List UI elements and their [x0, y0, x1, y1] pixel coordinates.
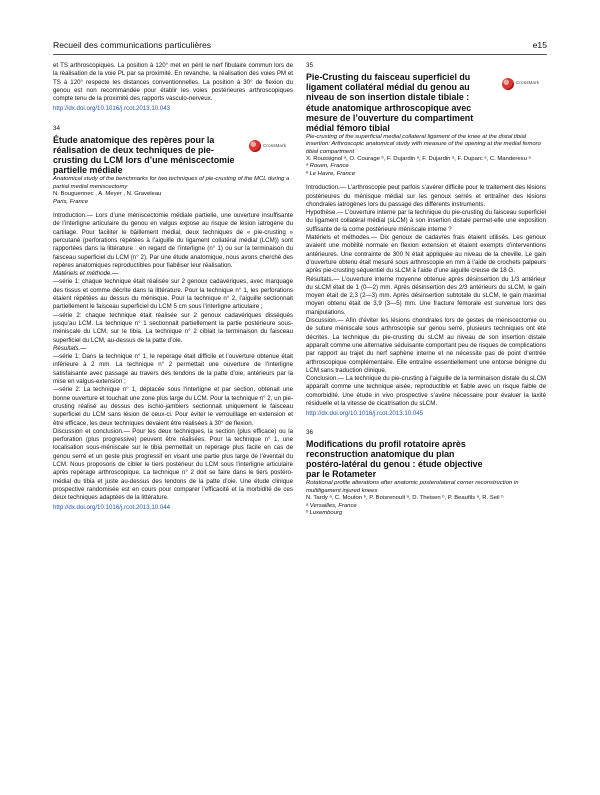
discussion-paragraph: Discussion.— Afin d’éviter les lésions chondrales lors de gestes de méniscectomie ou de suture méniscale sous arthroscopie sur genou serré, plusieurs techniques ont été décrites. La technique du pie-crusting du sLCM au niveau de son insertion distale apparaît comme une alternative séduisante comportant peu de risques de complications par rapport au trajet du nerf saphène interne et ne nécessite pas de point d’entrée arthroscopique complémentaire. Elle entraîne essentiellement une entorse bénigne du LCM sans traduction clinique.: [306, 317, 546, 374]
doi-link-044[interactable]: http://dx.doi.org/10.1016/j.rcot.2013.10.044: [53, 504, 171, 512]
article-title: Modifications du profil rotatoire après reconstruction anatomique du plan postéro-latéral du genou : étude objective par le Rotameter: [306, 438, 483, 480]
crossmark-logo[interactable]: [502, 76, 546, 91]
article-subtitle: Pie-crusting of the superficial medial collateral ligament of the knee at the distal tibial insertion: Arthroscopic anatomical study with measure of the opening at the medial femoro tibial compartment: [306, 133, 541, 155]
crossmark-text: CrossMark: [263, 143, 287, 149]
results2-paragraph: —série 2: La technique n° 1, déplacée sous l’interligne et par section, obtenait une bonne ouverture et touchait une zone plus large du LCM. Pour la technique n° 2, un pie-crusting réalisé au dessus des ischio-jambiers sectionnait uniquement le faisceau superficiel du LCM sans lésion de ceux-ci. Pour éviter le verrouillage en extension et être efficace, les deux techniques devaient être réalisées à 30° de flexion.: [53, 386, 293, 427]
running-header: [53, 40, 547, 54]
article-affiliation-a: ᵃ Versailles, France: [306, 502, 357, 509]
methods-label: Matériels et méthode.—: [53, 270, 119, 278]
doi-link-045[interactable]: http://dx.doi.org/10.1016/j.rcot.2013.10.045: [306, 410, 424, 418]
discussion-paragraph: Discussion et conclusion.— Pour les deux techniques, la section (plus efficace) ou la perforation (plus progressive) peuvent être réalisées. Pour la technique n° 1, une localisation sous-méniscale sur le tibia permettait un repérage plus facile en cas de genou serré et un geste plus progressif en visant une partie plus large de l’éventail du LCM. Nous proposons de cibler le tiers postérieur du LCM sous l’interligne articulaire après repérage arthroscopique. La technique n° 2 doit se faire dans le tiers postéro-médial du tibia et juste au-dessus des tendons de la patte d’oie. Une étude clinique prospective randomisée est en cours pour comparer l’efficacité et la morbidité de ces deux techniques adaptées de la littérature.: [53, 427, 293, 502]
intro-paragraph: Introduction.— L’arthroscopie peut parfois s’avérer difficile pour le traitement des lésions postérieures du ménisque médial sur les genoux serrés et entraîner des lésions chondrales iatrogènes lors du passage des différents instruments.: [306, 184, 546, 208]
article-affiliation-a: ᵃ Rouen, France: [306, 163, 349, 170]
hypothesis-paragraph: Hypothèse.— L’ouverture interne par la technique du pie-crusting du faisceau superficiel du ligament collatéral médial (sLCM) à son insertion distale permet-elle une exposition suffisante de la corne postérieure méniscale interne ?: [306, 209, 546, 233]
article-number: 34: [53, 124, 61, 132]
journal-title: Recueil des communications particulières: [53, 40, 212, 50]
article-36: [306, 429, 546, 518]
article-subtitle: Anatomical study of the benchmarks for two techniques of pie-crusting of the MCL during a partial medial meniscectomy: [53, 176, 290, 190]
crossmark-icon: [502, 78, 514, 90]
series1-paragraph: —série 1: chaque technique était réalisée sur 2 genoux cadavériques, avec marquage des tissus et comme décrite dans la littérature. Pour la technique n° 1, les perforations étaient répétées au dessus du ménisque. Pour la technique n° 2, l’aiguille sectionnait partiellement le faisceau superficiel du LCM 5 cm sous l’interligne articulaire ;: [53, 278, 293, 311]
crossmark-logo[interactable]: [249, 139, 293, 154]
left-column: [53, 62, 293, 513]
results1-paragraph: —série 1: Dans la technique n° 1, le repérage était difficile et l’ouverture obtenue était inférieure à 2 mm. La technique n° 2 permettait une ouverture de l’interligne satisfaisante avec passage au travers des tendons de la patte d’oie, antérieurs par la mise en valgus-extension ;: [53, 353, 293, 386]
methods-paragraph: Matériels et méthodes.— Dix genoux de cadavres frais étaient utilisés. Les genoux avaient une mobilité normale en flexion extension et étaient exempts d’interventions antérieures. Une contrainte de 300 N était appliquée au niveau de la cheville. Le gain d’ouverture obtenu était mesuré sous arthroscopie en mm à l’aide de crochets palpeurs après pie-crusting séquentiel du sLCM à l’aide d’une aiguille creuse de 18 G.: [306, 234, 546, 275]
article-body: [306, 184, 546, 418]
article-subtitle: Rotational profile alterations after anatomic posterolateral corner reconstruction in multiligament injured knees: [306, 480, 519, 494]
results-paragraph: Résultats.— L’ouverture interne moyenne obtenue après désinsertion du 1/3 antérieur du sLCM était de 1 (0—2) mm. Après désinsertion des 2/3 antérieurs du sLCM, le gain moyen était de 2,3 (2—3) mm. Après désinsertion subtotale du sLCM, le gain maximal moyen obtenu était de 3,9 (3—5) mm. Une fracture fémorale est survenue lors des manipulations.: [306, 275, 546, 316]
article-affiliation-b: ᵇ Luxembourg: [306, 509, 343, 516]
page-number: e15: [532, 40, 547, 50]
article-affiliation-b: ᵇ Le Havre, France: [306, 170, 355, 177]
article-number: 36: [306, 428, 314, 436]
article-title: Pie-Crusting du faisceau superficiel du ligament collatéral médial du genou au niveau de son insertion distale tibiale : étude anatomique arthroscopique avec mesure de l’ouverture du compartiment médial fémoro tibial: [306, 72, 474, 133]
article-body: [53, 212, 293, 513]
doi-link-043[interactable]: http://dx.doi.org/10.1016/j.rcot.2013.10.043: [53, 105, 171, 113]
article-35: [306, 62, 546, 419]
conclusion-paragraph: Conclusion.— La technique du pie-crusting à l’aiguille de la terminaison distale du sLCM apparaît comme une technique aisée, reproductible et fiable avec un risque faible de comorbidité. Une étude in vivo prospective s’avère nécessaire pour évaluer la laxité résiduelle et la vitesse de cicatrisation du sLCM.: [306, 375, 546, 408]
crossmark-icon: [249, 140, 261, 152]
series2-paragraph: —série 2: chaque technique était réalisée sur 2 genoux cadavériques disséqués jusqu’au LCM. La technique n° 1 sectionnait partiellement la partie postérieure sous-méniscale du LCM, sur le tibia. La technique n° 2 ciblait la terminaison du faisceau superficiel du LCM, au-dessus de la patte d’oie.: [53, 311, 293, 344]
header-rule: [53, 54, 547, 55]
article-number: 35: [306, 62, 314, 69]
article-34: [53, 125, 293, 513]
intro-paragraph: Introduction.— Lors d’une méniscectomie médiale partielle, une ouverture insuffisante de l’interligne articulaire du genou en valgus expose au risque de lésion iatrogène du cartilage. Pour faciliter le bâillement médial, deux techniques de « pie-crusting » percutané (perforations répétées à l’aiguille du ligament collatéral médial (LCM)) sont rapportées dans la littérature : en regard de l’interligne (n° 1) ou sur la terminaison du faisceau superficiel du LCM (n° 2). Par une étude anatomique, nous avons cherché des repères anatomiques reproductibles pour fiabiliser leur réalisation.: [53, 212, 293, 269]
article-authors: X. Roussignol ᵃ, O. Courage ᵇ, F. Dujardin ᵃ, F. Dujardin ᵃ, F. Duparc ᵃ, C. Manderesu ᵃ: [306, 156, 531, 163]
article-title: Étude anatomique des repères pour la réalisation de deux techniques de pie-crusting du LCM lors d’une méniscectomie partielle médiale: [53, 135, 235, 176]
right-column: [306, 62, 546, 517]
continuation-text: et TS arthroscopiques. La position à 120° met en péril le nerf fibulaire commun lors de la réalisation de la voie PL par sa proximité. En revanche, la réalisation des voies PM et TS à 120° respecte les distances conventionnelles. La position à 30° de flexion du genou est non recommandée pour établir les voies postérieures arthroscopiques compte tenu de la proximité des rapports vasculo-nerveux.: [53, 62, 293, 103]
article-authors: N. Tardy ᵃ, C. Mouton ᵇ, P. Boisrenoult ᵃ, D. Theisen ᵇ, P. Beaufils ᵃ, R. Seil ᵇ: [306, 495, 504, 502]
crossmark-text: CrossMark: [516, 80, 540, 86]
article-authors: N. Bouguennec , A. Meyer , N. Graveleau: [53, 191, 162, 198]
article-affiliation: Paris, France: [53, 198, 89, 205]
results-label: Résultats.—: [53, 344, 87, 352]
